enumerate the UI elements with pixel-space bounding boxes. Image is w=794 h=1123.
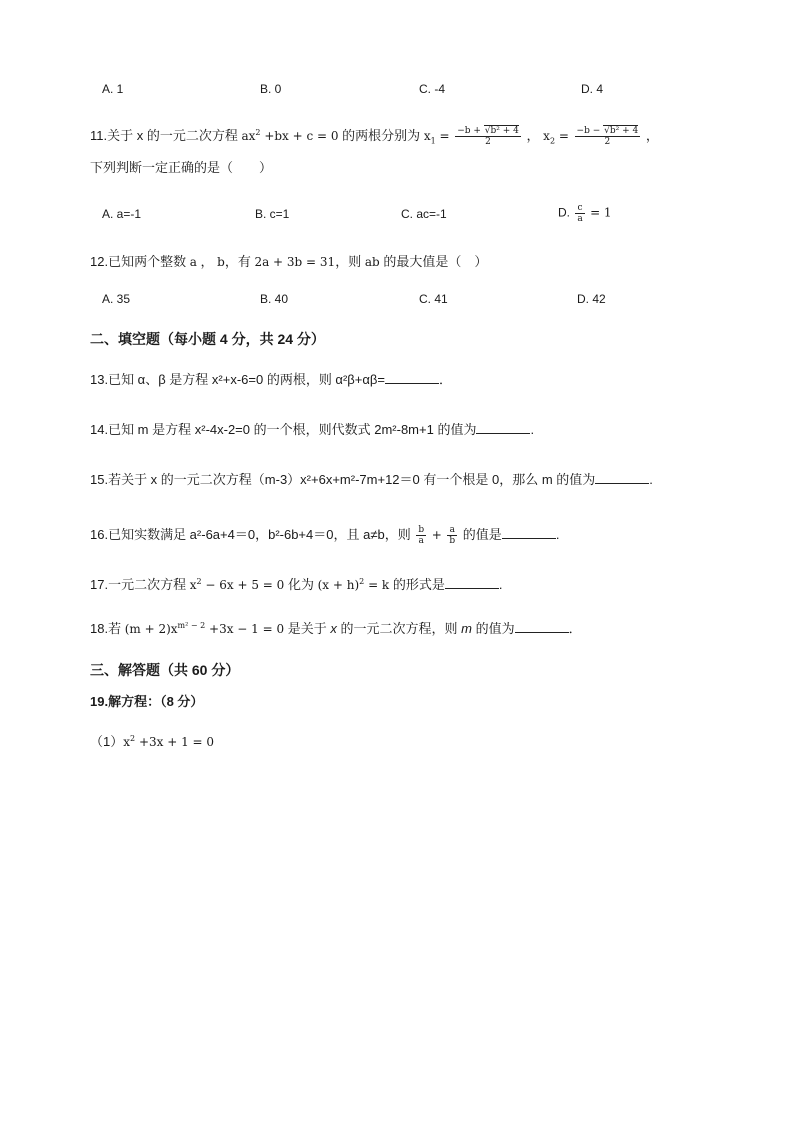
q11-d-num: c: [575, 203, 584, 214]
q11-line2: 下列判断一定正确的是（ ）: [90, 160, 273, 175]
q17-blank: [445, 576, 499, 589]
section-2-heading: 二、填空题（每小题 4 分，共 24 分）: [90, 331, 325, 347]
q18-end: ．: [568, 621, 582, 636]
q12-option-c: C. 41: [419, 292, 448, 306]
q17-eq2-a: (x + h): [317, 578, 360, 592]
q11-x1: [423, 128, 450, 146]
q12-prefix: 12.已知两个整数: [90, 254, 187, 269]
q11-root1-radicand: b² + 4: [490, 126, 519, 136]
q11-comma: ，: [526, 127, 540, 143]
q13-blank: [385, 371, 439, 384]
q11-root1-fraction: $\frac{\text{−b + √b² + 4}}{2}$: [457, 126, 519, 147]
q11-x2-label: x: [543, 128, 550, 143]
q11-option-d-fraction: [575, 203, 584, 224]
q16-end: .: [555, 526, 560, 542]
q17-eq1-sup: 2: [196, 577, 202, 586]
q14-text: 14.已知 m 是方程 x²-4x-2=0 的一个根，则代数式 2m²-8m+1 的值为: [90, 422, 477, 437]
q11-root1-num: −b +: [457, 126, 484, 136]
q10-option-d: D. 4: [581, 82, 604, 96]
q16-fraction-2: [447, 525, 457, 546]
q12-option-b: B. 40: [260, 292, 289, 306]
q17-eq2-rest: = k: [368, 578, 390, 592]
q17-eq1-rest: − 6x + 5 = 0: [205, 578, 285, 592]
q11-option-a: A. a=-1: [102, 207, 142, 221]
q11-x2: [543, 128, 569, 146]
q19-sub1-a: x: [123, 735, 131, 749]
q17-end: .: [498, 577, 503, 592]
q11-line1: [90, 126, 659, 147]
q10-option-c: C. -4: [419, 82, 446, 96]
q12-option-d: D. 42: [577, 292, 606, 306]
q19-sub1: [90, 733, 214, 751]
q17-equation-2: [318, 578, 390, 592]
q18-eq-sup: m² − 2: [177, 621, 206, 630]
q12-equation: 2a + 3b = 31: [254, 255, 336, 269]
q16-suffix: 的值是: [462, 526, 502, 542]
q12-a: a: [189, 255, 197, 269]
q12-mid: ，有: [224, 254, 251, 269]
q13-text: 13.已知 α、β 是方程 x²+x-6=0 的两根，则 α²β+αβ=: [90, 372, 385, 387]
q11-root2-fraction: $\frac{\text{−b − √b² + 4}}{2}$: [576, 126, 639, 147]
q11-x1-label: x: [423, 128, 431, 143]
q18-m: m: [461, 621, 472, 636]
q18-x: x: [330, 621, 337, 636]
q11-root1-den: 2: [485, 137, 491, 147]
q12-sep: ，: [200, 254, 214, 269]
q16-plus: +: [431, 527, 442, 542]
q18-prefix: 18.若: [90, 621, 122, 636]
q19-title: 19.解方程：（8 分）: [90, 694, 204, 709]
q11-eq-rest: +bx + c = 0: [264, 128, 339, 143]
q14-end: .: [530, 422, 535, 437]
q15-line: [90, 471, 653, 489]
q11-x1-sub: 1: [430, 136, 436, 146]
q13-end: ．: [438, 372, 452, 387]
q15-blank: [595, 471, 649, 484]
q11-eq-a: ax: [241, 128, 256, 143]
q19-sub1-equation: [123, 735, 214, 749]
q10-option-a: A. 1: [102, 82, 124, 96]
q18-suffix: 的值为: [475, 621, 515, 636]
q11-root2-num: −b −: [576, 126, 604, 136]
q11-root2-radicand: b² + 4: [609, 126, 639, 136]
q17-equation-1: [190, 578, 285, 592]
q10-option-b: B. 0: [260, 82, 282, 96]
q11-mid: 的两根分别为: [342, 127, 421, 143]
q16-f2-num: a: [447, 525, 457, 536]
q18-eq-a: (m + 2)x: [124, 622, 178, 636]
q16-fraction-1: [416, 525, 426, 546]
q14-line: [90, 421, 534, 439]
q11-x1-eq: =: [439, 128, 450, 143]
q13-line: [90, 371, 452, 389]
q18-blank: [515, 620, 569, 633]
q18-line: [90, 620, 582, 638]
q11-prefix: 11.关于 x 的一元二次方程: [90, 127, 238, 143]
q16-blank: [502, 526, 556, 539]
q17-suffix: 的形式是: [392, 577, 445, 592]
q11-comma-end: ，: [645, 127, 659, 143]
q17-eq1-a: x: [189, 578, 197, 592]
q18-mid2: 的一元二次方程，则: [340, 621, 458, 636]
q16-f1-num: b: [418, 525, 425, 535]
q16-line: [90, 525, 559, 546]
q11-option-d-label: D.: [558, 205, 570, 220]
q19-sub1-rest: +3x + 1 = 0: [138, 735, 215, 749]
q12-ab: ab: [364, 255, 380, 269]
q17-mid: 化为: [287, 577, 314, 592]
q18-equation: [125, 622, 284, 636]
q15-text: 15.若关于 x 的一元二次方程（m-3）x²+6x+m²-7m+12＝0 有一个根是 0，那么 m 的值为: [90, 472, 596, 487]
q12-line: [90, 253, 487, 271]
q17-prefix: 17.一元二次方程: [90, 577, 187, 592]
q16-f1-den: a: [418, 536, 424, 546]
q17-line: [90, 576, 502, 594]
q12-b: b: [217, 255, 225, 269]
q12-suffix: 的最大值是（ ）: [383, 254, 488, 269]
q18-eq-rest: +3x − 1 = 0: [209, 622, 285, 636]
q11-option-b: B. c=1: [255, 207, 290, 221]
q12-option-a: A. 35: [102, 292, 131, 306]
q16-text: 16.已知实数满足 a²-6a+4＝0，b²-6b+4＝0，且 a≠b，则: [90, 526, 411, 542]
q11-d-den: a: [577, 214, 583, 224]
q11-d-rest: = 1: [590, 205, 612, 220]
section-3-heading: 三、解答题（共 60 分）: [90, 662, 240, 678]
q12-mid2: ，则: [335, 254, 362, 269]
q14-blank: [476, 421, 530, 434]
q11-equation: [241, 129, 338, 143]
q15-end: .: [649, 472, 653, 487]
q11-root2-den: 2: [604, 137, 611, 147]
q18-mid: 是关于: [287, 621, 327, 636]
q11-option-c: C. ac=-1: [401, 207, 447, 221]
q16-f2-den: b: [449, 536, 456, 546]
q11-option-d: [558, 203, 612, 224]
q11-eq-sup: 2: [255, 127, 261, 137]
q11-x2-eq: =: [558, 128, 569, 143]
q19-sub1-sup: 2: [130, 734, 136, 743]
q19-sub1-label: （1）: [90, 734, 124, 749]
q17-eq2-sup: 2: [359, 577, 365, 586]
q11-x2-sub: 2: [549, 136, 556, 146]
